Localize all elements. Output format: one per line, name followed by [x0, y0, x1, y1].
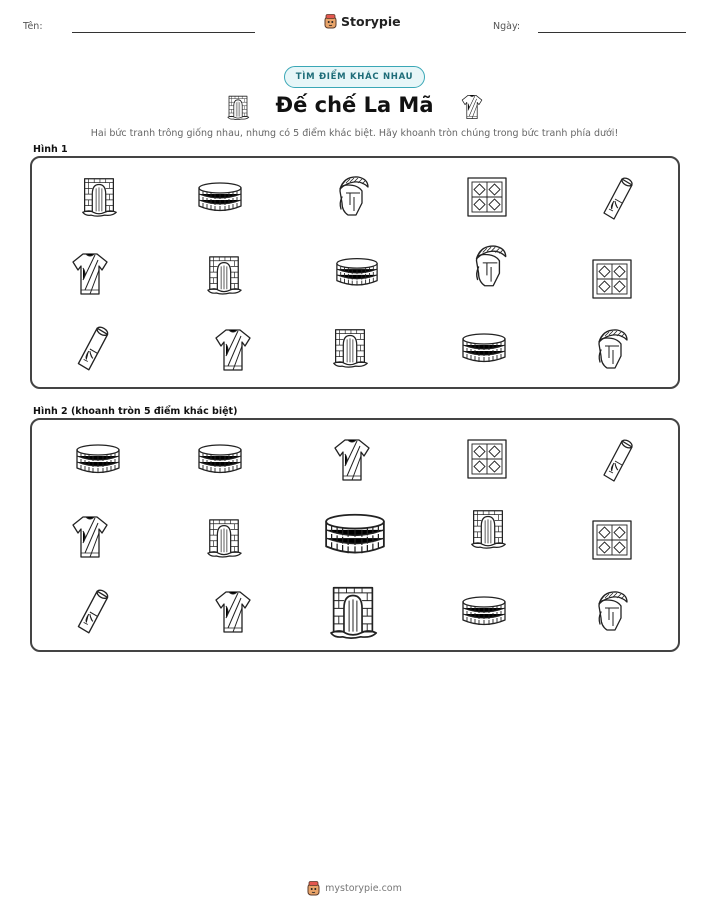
storypie-mascot-icon	[324, 14, 337, 29]
p1-colosseum-icon[interactable]	[196, 181, 244, 213]
instructions: Hai bức tranh trông giống nhau, nhưng có 5 điểm khác biệt. Hãy khoanh tròn chúng trong bức tranh phía dưới!	[90, 128, 619, 139]
p2-colosseum-icon[interactable]	[74, 443, 122, 475]
p1-mosaic-icon[interactable]	[591, 258, 633, 300]
p1-scroll-icon[interactable]	[600, 175, 636, 223]
p2-helmet-icon[interactable]	[590, 588, 632, 636]
p1-aqueduct-icon[interactable]	[205, 251, 243, 297]
p2-scroll-icon[interactable]	[600, 436, 636, 486]
footer	[0, 881, 709, 896]
activity-badge: TÌM ĐIỂM KHÁC NHAU	[284, 66, 425, 88]
p2-colosseum-icon[interactable]	[322, 510, 388, 558]
p2-colosseum-icon[interactable]	[460, 595, 508, 627]
p1-helmet-icon[interactable]	[590, 326, 632, 374]
p1-toga-icon[interactable]	[71, 250, 109, 298]
picture1-label: Hình 1	[33, 144, 68, 155]
p2-toga-icon[interactable]	[332, 436, 372, 484]
brand-logo	[324, 14, 401, 29]
p2-colosseum-icon[interactable]	[196, 443, 244, 475]
storypie-mascot-icon	[307, 881, 320, 896]
footer-url[interactable]: mystorypie.com	[325, 883, 402, 894]
date-line[interactable]	[538, 32, 686, 33]
title-toga-icon	[461, 92, 483, 122]
p1-colosseum-icon[interactable]	[334, 256, 380, 288]
p2-aqueduct-icon[interactable]	[205, 514, 243, 560]
p2-toga-icon[interactable]	[214, 588, 252, 636]
p1-scroll-icon[interactable]	[74, 324, 112, 374]
p2-aqueduct-icon[interactable]	[322, 580, 384, 642]
p1-aqueduct-icon[interactable]	[79, 173, 119, 219]
p1-helmet-icon[interactable]	[468, 242, 510, 292]
p1-mosaic-icon[interactable]	[466, 176, 508, 218]
brand-name: Storypie	[341, 14, 401, 29]
p2-mosaic-icon[interactable]	[591, 519, 633, 561]
p2-scroll-icon[interactable]	[74, 587, 112, 637]
p2-aqueduct-icon[interactable]	[468, 505, 508, 551]
name-label: Tên:	[23, 21, 43, 32]
date-label: Ngày:	[493, 21, 521, 32]
p2-mosaic-icon[interactable]	[466, 438, 508, 480]
picture2-label: Hình 2 (khoanh tròn 5 điểm khác biệt)	[33, 406, 238, 417]
p1-helmet-icon[interactable]	[332, 173, 372, 221]
p1-colosseum-icon[interactable]	[460, 332, 508, 364]
p1-toga-icon[interactable]	[214, 326, 252, 374]
p1-aqueduct-icon[interactable]	[330, 324, 370, 370]
p2-toga-icon[interactable]	[71, 513, 109, 561]
name-line[interactable]	[72, 32, 255, 33]
page-title: Đế chế La Mã	[275, 93, 434, 117]
